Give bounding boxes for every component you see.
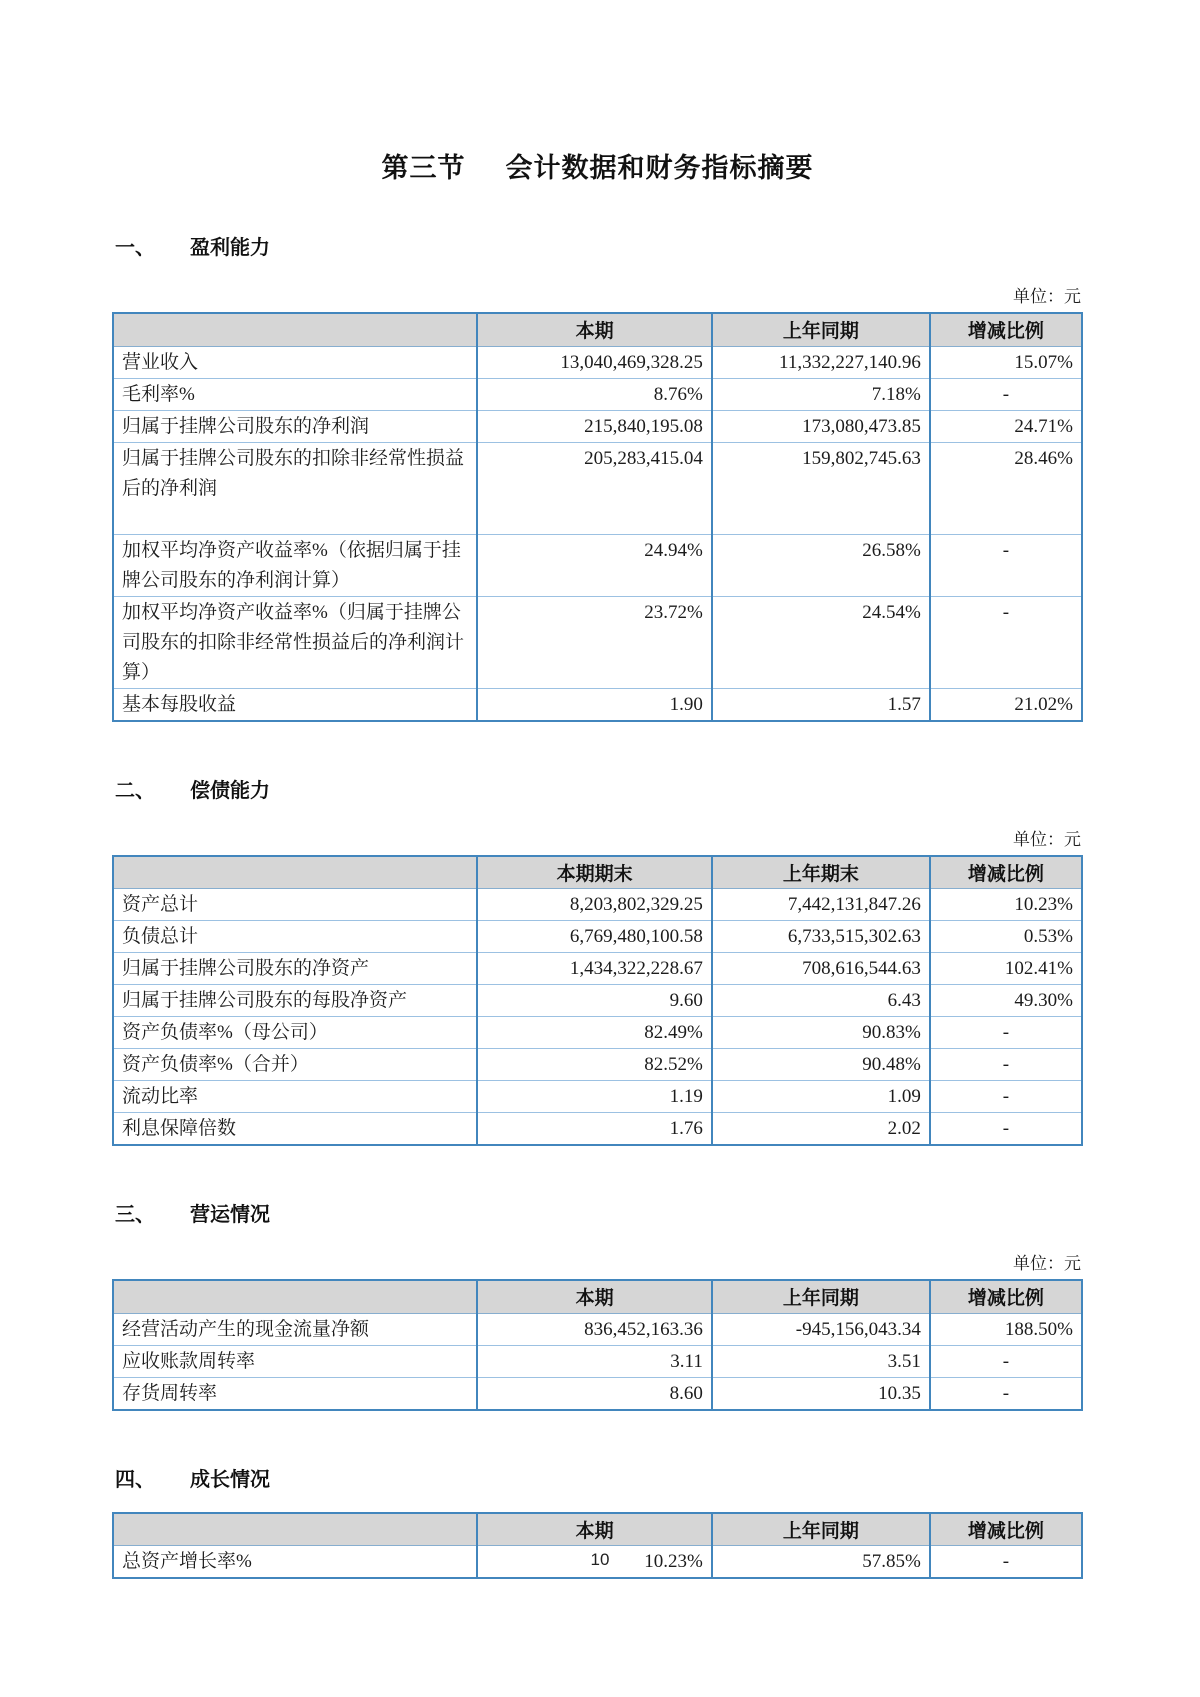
value-cell: 10.23% (477, 1546, 711, 1579)
section-number: 一、 (115, 237, 155, 259)
row-label: 资产总计 (113, 889, 477, 921)
section-heading-growth (112, 1463, 1083, 1492)
profitability-table (112, 312, 1083, 722)
header-cell-change: 增减比例 (930, 1280, 1082, 1313)
page-content (112, 0, 1083, 1579)
table-row (113, 1017, 1082, 1049)
value-cell: 836,452,163.36 (477, 1313, 711, 1345)
table-header-row (113, 1280, 1082, 1313)
unit-label: 单位：元 (1013, 1254, 1081, 1273)
header-cell-prior: 上年期末 (712, 856, 930, 889)
value-cell: 205,283,415.04 (477, 442, 711, 534)
table-row (113, 1377, 1082, 1410)
row-label: 基本每股收益 (113, 688, 477, 721)
row-label: 存货周转率 (113, 1377, 477, 1410)
row-label: 负债总计 (113, 921, 477, 953)
change-cell: 0.53% (930, 921, 1082, 953)
table-header-row (113, 313, 1082, 346)
value-cell: -945,156,043.34 (712, 1313, 930, 1345)
header-cell-blank (113, 313, 477, 346)
operations-table (112, 1279, 1083, 1411)
row-label: 流动比率 (113, 1081, 477, 1113)
header-cell-blank (113, 1513, 477, 1546)
value-cell: 13,040,469,328.25 (477, 346, 711, 378)
table-header-row (113, 856, 1082, 889)
header-cell-current: 本期 (477, 1280, 711, 1313)
section-label: 盈利能力 (190, 237, 270, 259)
change-cell: 28.46% (930, 442, 1082, 534)
change-cell: - (930, 1017, 1082, 1049)
header-cell-prior: 上年同期 (712, 1280, 930, 1313)
row-label: 毛利率% (113, 378, 477, 410)
change-cell: - (930, 1049, 1082, 1081)
row-label: 资产负债率%（合并） (113, 1049, 477, 1081)
value-cell: 90.83% (712, 1017, 930, 1049)
header-cell-change: 增减比例 (930, 856, 1082, 889)
row-label: 加权平均净资产收益率%（依据归属于挂牌公司股东的净利润计算） (113, 534, 477, 596)
value-cell: 6,733,515,302.63 (712, 921, 930, 953)
change-cell: - (930, 1546, 1082, 1579)
row-label: 营业收入 (113, 346, 477, 378)
row-label: 资产负债率%（母公司） (113, 1017, 477, 1049)
value-cell: 82.49% (477, 1017, 711, 1049)
page-title (112, 146, 1083, 185)
value-cell: 159,802,745.63 (712, 442, 930, 534)
header-cell-blank (113, 1280, 477, 1313)
page-number: 10 (590, 1550, 610, 1569)
value-cell: 1.76 (477, 1113, 711, 1146)
table-row (113, 1345, 1082, 1377)
section-heading-solvency (112, 774, 1083, 803)
solvency-table (112, 855, 1083, 1147)
table-row (113, 346, 1082, 378)
row-label: 归属于挂牌公司股东的净利润 (113, 410, 477, 442)
section-heading-profitability (112, 231, 1083, 260)
value-cell: 1,434,322,228.67 (477, 953, 711, 985)
value-cell: 3.11 (477, 1345, 711, 1377)
table-row (113, 1113, 1082, 1146)
unit-label: 单位：元 (1013, 829, 1081, 849)
table-row (113, 442, 1082, 534)
value-cell: 708,616,544.63 (712, 953, 930, 985)
value-cell: 7,442,131,847.26 (712, 889, 930, 921)
value-cell: 173,080,473.85 (712, 410, 930, 442)
section-number: 二、 (115, 779, 155, 802)
value-cell: 1.19 (477, 1081, 711, 1113)
value-cell: 6,769,480,100.58 (477, 921, 711, 953)
section-label: 偿债能力 (190, 779, 270, 802)
change-cell: - (930, 1113, 1082, 1146)
row-label: 利息保障倍数 (113, 1113, 477, 1146)
change-cell: 102.41% (930, 953, 1082, 985)
value-cell: 6.43 (712, 985, 930, 1017)
change-cell: - (930, 596, 1082, 688)
change-cell: - (930, 534, 1082, 596)
section-label: 成长情况 (190, 1468, 270, 1491)
row-label: 归属于挂牌公司股东的净资产 (113, 953, 477, 985)
change-cell: - (930, 378, 1082, 410)
table-row (113, 378, 1082, 410)
value-cell: 8.76% (477, 378, 711, 410)
table-row (113, 688, 1082, 721)
change-cell: 21.02% (930, 688, 1082, 721)
change-cell: 10.23% (930, 889, 1082, 921)
table-row (113, 534, 1082, 596)
section-label: 营运情况 (190, 1204, 270, 1226)
header-cell-change: 增减比例 (930, 313, 1082, 346)
value-cell: 3.51 (712, 1345, 930, 1377)
section-number: 三、 (115, 1204, 155, 1226)
header-cell-current: 本期期末 (477, 856, 711, 889)
header-cell-current: 本期 (477, 313, 711, 346)
table-row (113, 1313, 1082, 1345)
table-header-row (113, 1513, 1082, 1546)
table-row (113, 921, 1082, 953)
table-row (113, 410, 1082, 442)
value-cell: 26.58% (712, 534, 930, 596)
row-label: 归属于挂牌公司股东的每股净资产 (113, 985, 477, 1017)
section-number: 四、 (115, 1468, 155, 1491)
value-cell: 9.60 (477, 985, 711, 1017)
header-cell-current: 本期 (477, 1513, 711, 1546)
value-cell: 11,332,227,140.96 (712, 346, 930, 378)
value-cell: 8.60 (477, 1377, 711, 1410)
page-title-text: 会计数据和财务指标摘要 (505, 153, 814, 183)
value-cell: 57.85% (712, 1546, 930, 1579)
row-label: 归属于挂牌公司股东的扣除非经常性损益后的净利润 (113, 442, 477, 534)
section-heading-operations (112, 1198, 1083, 1227)
value-cell: 24.94% (477, 534, 711, 596)
value-cell: 1.90 (477, 688, 711, 721)
row-label: 应收账款周转率 (113, 1345, 477, 1377)
change-cell: - (930, 1345, 1082, 1377)
value-cell: 7.18% (712, 378, 930, 410)
row-label: 总资产增长率% (113, 1546, 477, 1579)
page-title-section: 第三节 (381, 153, 466, 183)
value-cell: 1.09 (712, 1081, 930, 1113)
table-row (113, 596, 1082, 688)
change-cell: - (930, 1081, 1082, 1113)
value-cell: 8,203,802,329.25 (477, 889, 711, 921)
change-cell: 24.71% (930, 410, 1082, 442)
header-cell-prior: 上年同期 (712, 1513, 930, 1546)
table-row (113, 953, 1082, 985)
table-row (113, 1081, 1082, 1113)
value-cell: 24.54% (712, 596, 930, 688)
value-cell: 10.35 (712, 1377, 930, 1410)
row-label: 加权平均净资产收益率%（归属于挂牌公司股东的扣除非经常性损益后的净利润计算） (113, 596, 477, 688)
unit-label: 单位：元 (1013, 287, 1081, 306)
value-cell: 1.57 (712, 688, 930, 721)
value-cell: 90.48% (712, 1049, 930, 1081)
table-row (113, 889, 1082, 921)
table-row (113, 1049, 1082, 1081)
header-cell-prior: 上年同期 (712, 313, 930, 346)
change-cell: 188.50% (930, 1313, 1082, 1345)
value-cell: 23.72% (477, 596, 711, 688)
value-cell: 82.52% (477, 1049, 711, 1081)
change-cell: 15.07% (930, 346, 1082, 378)
header-cell-change: 增减比例 (930, 1513, 1082, 1546)
change-cell: - (930, 1377, 1082, 1410)
table-row (113, 985, 1082, 1017)
header-cell-blank (113, 856, 477, 889)
change-cell: 49.30% (930, 985, 1082, 1017)
value-cell: 215,840,195.08 (477, 410, 711, 442)
value-cell: 2.02 (712, 1113, 930, 1146)
row-label: 经营活动产生的现金流量净额 (113, 1313, 477, 1345)
